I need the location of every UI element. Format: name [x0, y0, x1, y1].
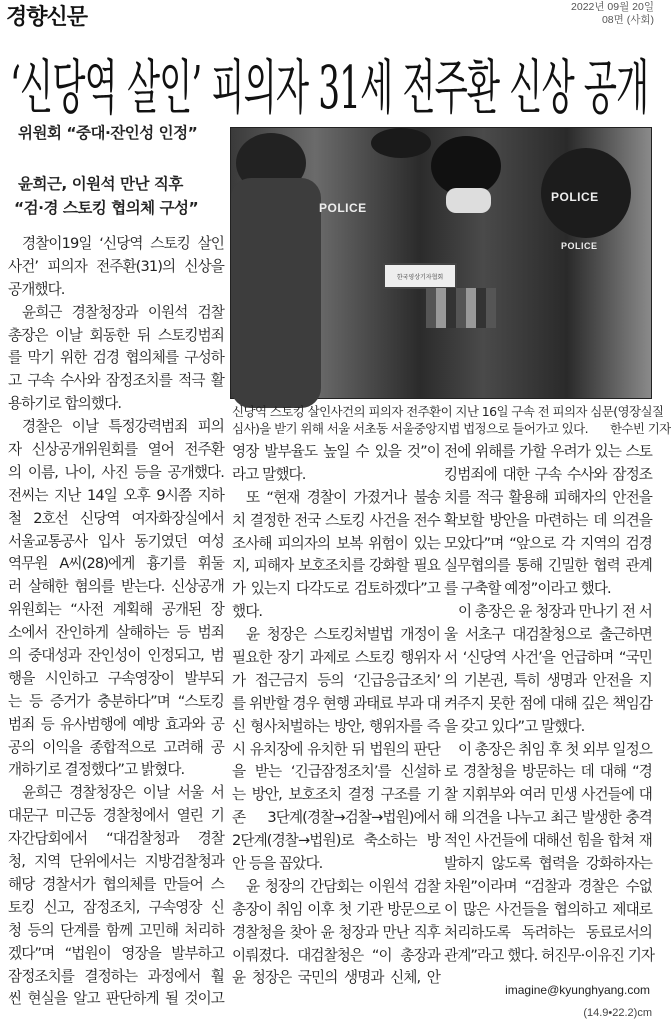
issue-meta [571, 1, 654, 27]
article-line: 발하지 않도록 협력을 강화하자는 [444, 855, 652, 873]
article-line: 치를 적극 활용해 피해자의 안전을 [444, 488, 652, 506]
article-line: 가 있는지 다각도로 검토하겠다”고 [232, 580, 440, 598]
article-line: 안 등을 꼽았다. [232, 855, 323, 873]
article-line: 철 2호선 신당역 여자화장실에서 [8, 509, 224, 527]
article-line: 서 ‘신당역 사건’을 언급하며 “국민 [444, 649, 652, 667]
article-line: 조사해 피의자의 보복 위험이 있는 [232, 534, 440, 552]
article-line: 겠다”며 “법원이 영장을 발부하고 [8, 944, 224, 962]
article-column-1 [8, 233, 224, 1011]
article-line: 경찰청을 찾아 윤 청장과 만난 직후 [232, 923, 440, 941]
article-column-3 [444, 441, 655, 967]
article-line: 사건’ 피의자 전주환(31)의 신상을 [8, 257, 224, 275]
article-line: 해 의견을 나누고 최근 발생한 충격 [444, 809, 652, 827]
article-line: 윤 청장의 간담회는 이원석 검찰 [246, 877, 440, 895]
article-line: 이 총장은 윤 청장과 만나기 전 서 [458, 603, 653, 621]
article-line: 자 신상공개위원회를 열어 전주환 [8, 441, 224, 459]
article-line: 관계”라고 했다. 허진무·이유진 기자 [444, 946, 655, 964]
article-line: 러 살해한 혐의를 받는다. 신상공개 [8, 578, 224, 596]
photo-mask [446, 188, 491, 213]
article-line: 차원”이라며 “검찰과 경찰은 수없 [444, 877, 652, 895]
article-line: 를 막기 위한 검경 협의체를 구성하 [8, 349, 224, 367]
article-line: 을 받는 ‘긴급잠정조치’를 신설하 [232, 763, 440, 781]
article-line: 윤 청장은 국민의 생명과 신체, 안 [232, 969, 440, 987]
article-line: 했다. [232, 603, 263, 621]
article-line: 을 갖고 있다”고 말했다. [444, 717, 585, 735]
article-line: 공의 이익을 종합적으로 고려해 공 [8, 738, 224, 756]
article-size: (14.9•22.2)cm [583, 1007, 652, 1019]
article-line: 자간담회에서 “대검찰청과 경찰 [8, 830, 224, 848]
news-photo [230, 127, 652, 399]
article-line: 는 등 증거가 충분하다”며 “스토킹 [8, 692, 224, 710]
article-line: 2단계(경찰→법원)로 축소하는 방 [232, 832, 440, 850]
article-line: 의 중대성과 잔인성이 인정되고, 범 [8, 647, 224, 665]
article-line: 전에 위해를 가할 우려가 있는 스토 [444, 443, 652, 460]
article-line: 존 3단계(경찰→검찰→법원)에서 [232, 809, 440, 827]
reporter-email[interactable]: imagine@kyunghyang.com [505, 983, 650, 997]
blurred-region [426, 288, 496, 328]
photo-figure [231, 178, 321, 408]
article-line: 역무원 A씨(28)에게 흉기를 휘둘 [8, 555, 224, 573]
article-line: 씬 현실을 알고 판단하게 될 것이고 [8, 990, 224, 1008]
photo-figure [371, 128, 431, 158]
caption-line [232, 420, 671, 438]
article-line: 킹범죄에 대한 구속 수사와 잠정조 [444, 465, 652, 483]
article-line: 필요한 장기 과제로 스토킹 행위자 [232, 649, 440, 667]
article-line: 해당 경찰서가 협의체를 만들어 스 [8, 875, 224, 893]
article-line: 신 형사처벌하는 방안, 행위자를 즉 [232, 717, 440, 735]
headline: ‘신당역 살인’ 피의자 31세 전주환 신상 공개 [10, 53, 649, 123]
article-line: 가 접근금지 등의 ‘긴급응급조치’ [232, 671, 440, 689]
article-line: 울 서초구 대검찰청으로 출근하면 [444, 626, 652, 644]
article-line: 토킹 신고, 잠정조치, 구속영장 신 [8, 898, 224, 916]
article-line: 청 등의 단계를 함께 고민해 처리하 [8, 921, 224, 939]
article-line: 켜주지 못한 점에 대해 깊은 책임감 [444, 694, 652, 712]
article-line: 소에서 잔인하게 살해하는 등 범죄 [8, 624, 224, 642]
article-line: 이 많은 사건들을 협의하고 제대로 [444, 900, 652, 918]
article-line: 전씨는 지난 14일 오후 9시쯤 지하 [8, 486, 224, 504]
page-section: 08면 (사회) [601, 14, 654, 26]
article-line: 시 유치장에 유치한 뒤 법원의 판단 [232, 740, 440, 758]
article-line: 서울교통공사 입사 동기였던 여성 [8, 532, 224, 550]
article-line: 의 이름, 나이, 사진 등을 공개했다. [8, 463, 224, 481]
caption-line: 신당역 스토킹 살인사건의 피의자 전주환이 지난 16일 구속 전 피의자 심문(영장실질 [232, 404, 664, 419]
article-line: 경찰은 이날 특정강력범죄 피의 [22, 418, 224, 436]
article-line: 실무협의를 통해 긴밀한 협력 관계 [444, 557, 652, 575]
police-label: POLICE [551, 190, 599, 204]
photo-caption [232, 404, 671, 437]
article-line: 의 기본권, 특히 생명과 안전을 지 [444, 671, 652, 689]
article-line: 윤 청장은 스토킹처벌법 개정이 [246, 626, 440, 644]
article-line: 청, 지역 단위에서는 지방검찰청과 [8, 853, 224, 871]
article-line: 지, 피해자 보호조치를 강화할 필요 [232, 557, 440, 575]
article-line: 를 구축할 예정”이라고 했다. [444, 580, 611, 598]
article-line: 또 “현재 경찰이 가졌거나 불송 [246, 488, 440, 506]
photo-credit: 한수빈 기자 [609, 420, 671, 436]
article-line: 용하기로 합의했다. [8, 395, 122, 413]
article-line: 윤희근 경찰청장은 이날 서울 서 [22, 784, 224, 802]
article-line: 행을 시인하고 구속영장이 발부되 [8, 669, 224, 687]
photo-figure [431, 136, 501, 196]
article-line: 범죄 등 유사범행에 예방 효과와 공 [8, 715, 224, 733]
article-line: 확보할 방안을 마련하는 데 의견을 [444, 511, 652, 529]
article-line: 적인 사건들에 대해선 힘을 합쳐 재 [444, 832, 652, 850]
article-line: 위원회는 “사전 계획해 공개된 장 [8, 601, 224, 619]
caption-text: 심사)을 받기 위해 서울 서초동 서울중앙지법 법정으로 들어가고 있다. [232, 420, 588, 436]
subhead-committee: 위원회 “중대·잔인성 인정” [18, 124, 198, 142]
article-line: 를 위반할 경우 현행 과태료 부과 대 [232, 694, 440, 712]
article-line: 처리하도록 독려하는 동료로서의 [444, 923, 652, 941]
article-line: 이뤄졌다. 대검찰청은 “이 총장과 [232, 946, 440, 964]
article-line: 는 방안, 보호조치 결정 구조를 기 [232, 786, 440, 804]
article-line: 영장 발부율도 높일 수 있을 것”이 [232, 443, 440, 460]
newspaper-logo: 경향신문 [6, 5, 88, 30]
article-line: 윤희근 경찰청장과 이원석 검찰 [22, 303, 224, 321]
article-line: 잠정조치를 결정하는 과정에서 훨 [8, 967, 224, 985]
article-line: 총장은 이날 회동한 뒤 스토킹범죄 [8, 326, 224, 344]
article-column-2 [232, 441, 440, 990]
article-line: 찰 지휘부와 여러 민생 사건들에 대 [444, 786, 652, 804]
issue-date: 2022년 09월 20일 [571, 1, 654, 13]
subhead-council: “검·경 스토킹 협의체 구성” [14, 199, 199, 217]
article-line: 모았다”며 “앞으로 각 지역의 검경 [444, 534, 652, 552]
police-label: POLICE [319, 201, 367, 215]
article-line: 고 구속 수사와 잠정조치를 적극 활 [8, 372, 224, 390]
article-line: 이 총장은 취임 후 첫 외부 일정으 [458, 740, 653, 758]
article-line: 개하기로 결정했다”고 밝혔다. [8, 761, 185, 779]
subhead-meeting: 윤희근, 이원석 만난 직후 [18, 175, 183, 193]
article-line: 치 결정한 전국 스토킹 사건을 전수 [232, 511, 440, 529]
article-line: 대문구 미근동 경찰청에서 열린 기 [8, 807, 224, 825]
police-label: POLICE [561, 241, 598, 251]
article-line: 공개했다. [8, 280, 65, 298]
article-line: 총장이 취임 이후 첫 기관 방문으로 [232, 900, 440, 918]
article-line: 로 경찰청을 방문하는 데 대해 “경 [444, 763, 652, 781]
article-line: 경찰이19일 ‘신당역 스토킹 살인 [22, 235, 224, 252]
microphone-sign: 한국영상기자협회 [383, 263, 457, 289]
article-line: 라고 말했다. [232, 465, 306, 483]
